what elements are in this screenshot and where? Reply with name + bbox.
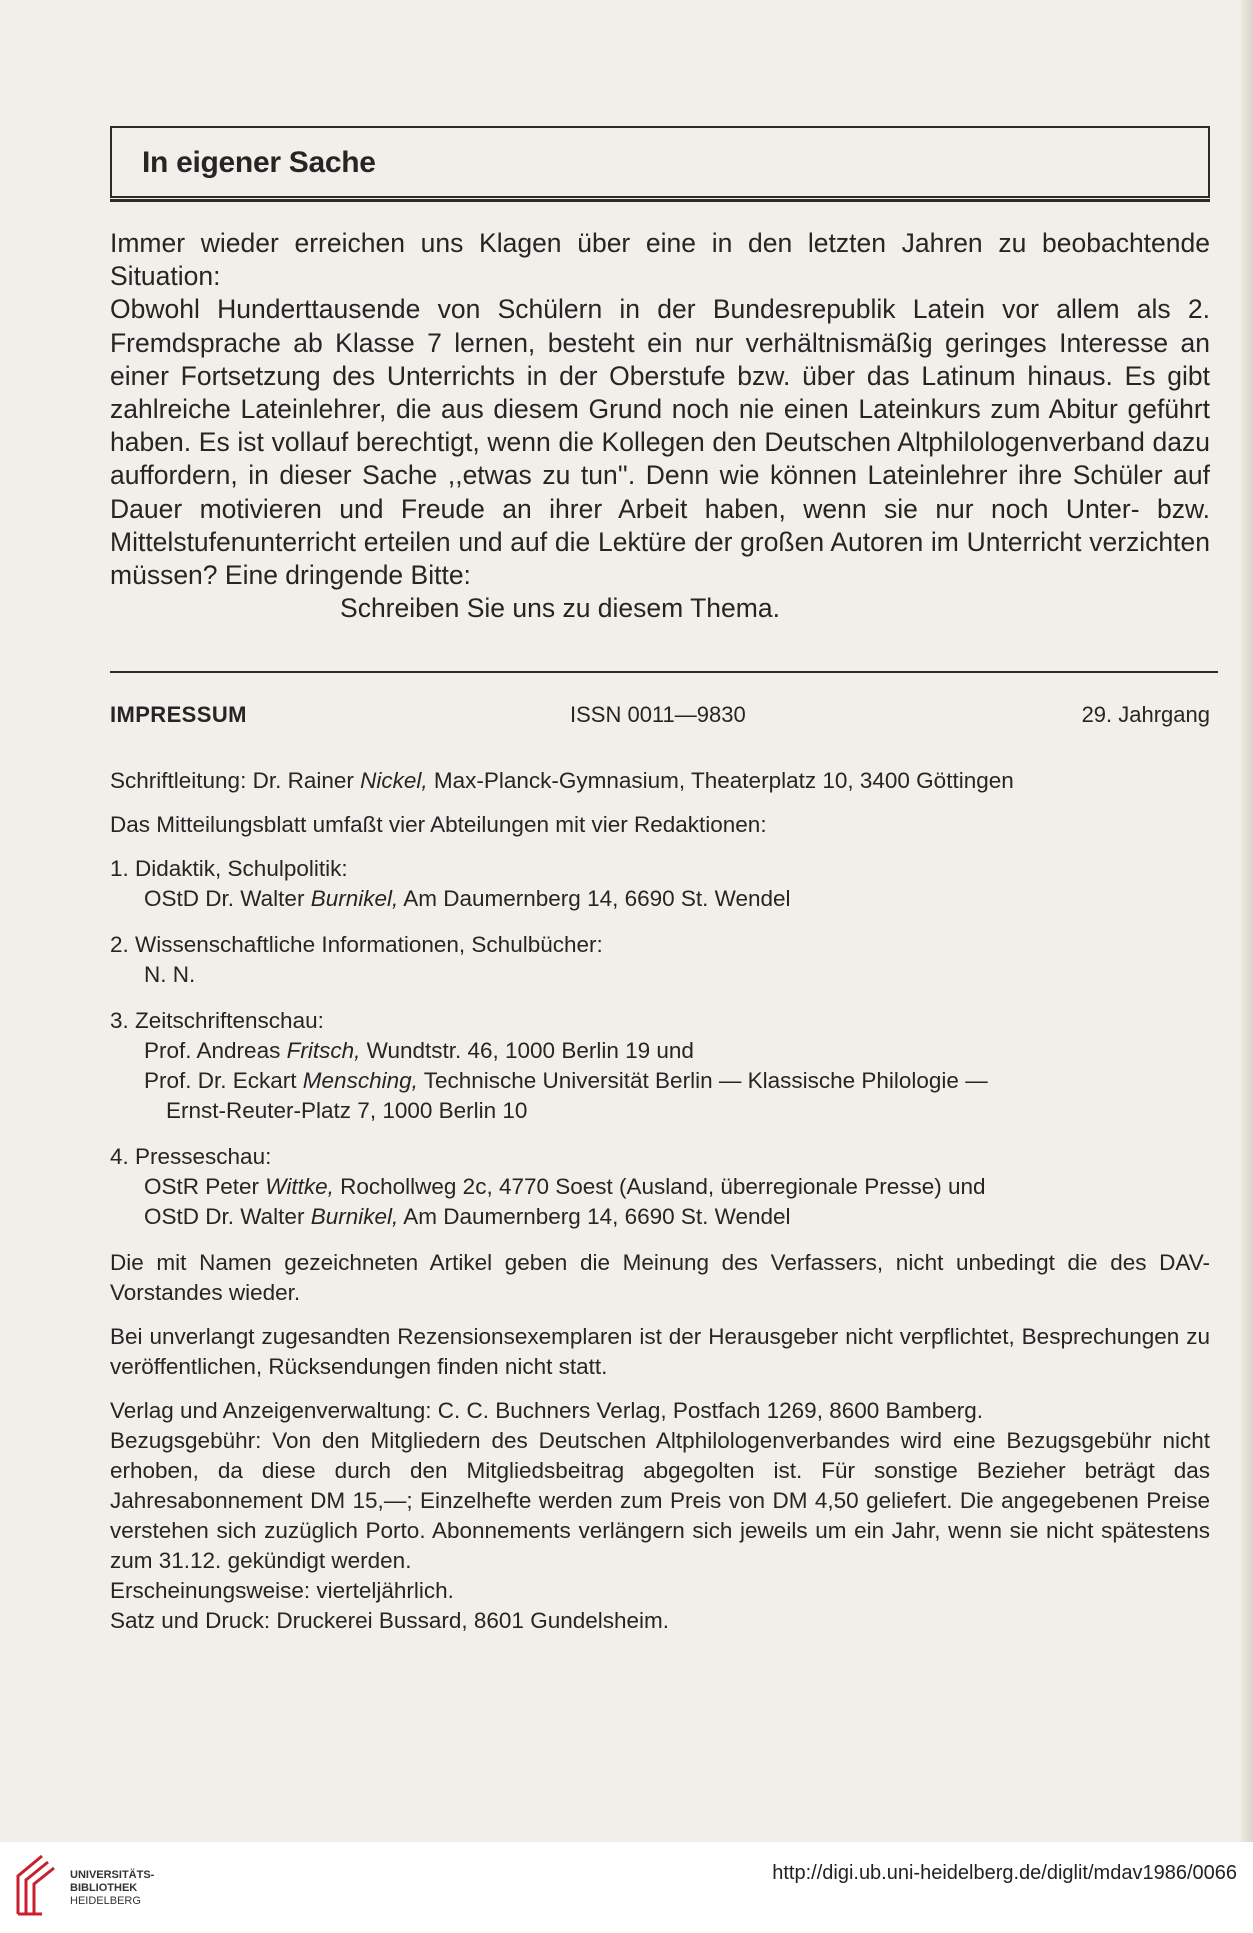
department-item xyxy=(110,854,1210,914)
editor-line xyxy=(110,960,1210,990)
source-url-link[interactable]: http://digi.ub.uni-heidelberg.de/diglit/mdav1986/0066 xyxy=(772,1862,1237,1884)
horizontal-divider xyxy=(110,671,1218,673)
logo-line-3: HEIDELBERG xyxy=(70,1895,141,1907)
publisher-info xyxy=(110,1396,1210,1636)
department-heading: 3. Zeitschriftenschau: xyxy=(110,1008,324,1033)
schriftleitung-address: Max-Planck-Gymnasium, Theaterplatz 10, 3400 Göttingen xyxy=(427,768,1014,793)
editor-line xyxy=(110,1172,1210,1202)
intro-closing-line: Schreiben Sie uns zu diesem Thema. xyxy=(340,593,780,624)
university-library-logo-icon xyxy=(12,1850,60,1920)
editor-name: Burnikel, xyxy=(310,1204,399,1229)
review-copies-note: Bei unverlangt zugesandten Rezensionsexemplaren ist der Herausgeber nicht verpflichtet, Besprechungen zu veröffentlichen, Rücksendungen finden nicht statt. xyxy=(110,1324,1210,1379)
department-heading: 1. Didaktik, Schulpolitik: xyxy=(110,856,348,881)
intro-text xyxy=(110,227,1210,625)
logo-line-1: UNIVERSITÄTS- xyxy=(70,1869,155,1881)
printer-line: Satz und Druck: Druckerei Bussard, 8601 Gundelsheim. xyxy=(110,1608,670,1633)
volume-label: 29. Jahrgang xyxy=(1081,702,1210,727)
impressum-header xyxy=(110,702,1210,734)
section-title-box xyxy=(110,126,1210,198)
schriftleitung-name: Nickel, xyxy=(360,768,428,793)
editor-line xyxy=(110,1036,1210,1066)
impressum-label: IMPRESSUM xyxy=(110,702,247,727)
editor-title: OStD Dr. Walter xyxy=(144,1204,311,1229)
editor-name: Burnikel, xyxy=(310,886,399,911)
editor-address-continuation: Ernst-Reuter-Platz 7, 1000 Berlin 10 xyxy=(166,1098,528,1123)
department-item xyxy=(110,1142,1210,1232)
editor-address: Wundtstr. 46, 1000 Berlin 19 und xyxy=(360,1038,694,1063)
publication-frequency: Erscheinungsweise: vierteljährlich. xyxy=(110,1578,454,1603)
editor-address: Rochollweg 2c, 4770 Soest (Ausland, überregionale Presse) und xyxy=(333,1174,986,1199)
editor-title: Prof. Andreas xyxy=(144,1038,287,1063)
editor-name: Fritsch, xyxy=(286,1038,361,1063)
publisher-line: Verlag und Anzeigenverwaltung: C. C. Buchners Verlag, Postfach 1269, 8600 Bamberg. xyxy=(110,1398,984,1423)
editor-line xyxy=(110,884,1210,914)
editor-address: Technische Universität Berlin — Klassische Philologie — xyxy=(417,1068,988,1093)
department-item xyxy=(110,930,1210,990)
logo-line-2: BIBLIOTHEK xyxy=(70,1882,138,1894)
editor-title: OStR Peter xyxy=(144,1174,266,1199)
schriftleitung-prefix: Schriftleitung: Dr. Rainer xyxy=(110,768,361,793)
editor-name: Wittke, xyxy=(265,1174,334,1199)
footer-bar xyxy=(0,1842,1253,1933)
section-title: In eigener Sache xyxy=(142,146,376,179)
editor-address: Am Daumernberg 14, 6690 St. Wendel xyxy=(398,1204,791,1229)
editor-line xyxy=(110,1066,1210,1096)
impressum-body xyxy=(110,766,1210,1636)
editor-name: Mensching, xyxy=(302,1068,418,1093)
schriftleitung xyxy=(110,766,1210,796)
issn-number: ISSN 0011—9830 xyxy=(570,702,746,727)
editor-address: Am Daumernberg 14, 6690 St. Wendel xyxy=(398,886,791,911)
editor-title: OStD Dr. Walter xyxy=(144,886,311,911)
subscription-fee: Bezugsgebühr: Von den Mitgliedern des Deutschen Altphilologenverbandes wird eine Bezugsgebühr nicht erhoben, da diese durch den Mitgliedsbeitrag abgegolten ist. Für sonstige Bezieher beträgt das Jahresabonnement DM 15,—; Einzelhefte werden zum Preis von DM 4,50 geliefert. Die angegebenen Preise verstehen sich zuzüglich Porto. Abonnements verlängern sich jeweils um ein Jahr, wenn sie nicht spätestens zum 31.12. gekündigt werden. xyxy=(110,1428,1210,1573)
page-edge-shadow xyxy=(1241,0,1253,1842)
department-item xyxy=(110,1006,1210,1126)
library-logo-text xyxy=(70,1869,154,1908)
editor-title: Prof. Dr. Eckart xyxy=(144,1068,303,1093)
department-heading: 4. Presseschau: xyxy=(110,1144,272,1169)
editor-line xyxy=(110,1202,1210,1232)
departments-intro: Das Mitteilungsblatt umfaßt vier Abteilungen mit vier Redaktionen: xyxy=(110,812,767,837)
intro-main-paragraph: Obwohl Hunderttausende von Schülern in der Bundesrepublik Latein vor allem als 2. Fremdsprache ab Klasse 7 lernen, besteht ein nur verhältnismäßig geringes Interesse an einer Fortsetzung des Unterrichts in der Oberstufe bzw. über das Latinum hinaus. Es gibt zahlreiche Lateinlehrer, die aus diesem Grund noch nie einen Lateinkurs zum Abitur geführt haben. Es ist vollauf berechtigt, wenn die Kollegen den Deutschen Altphilologenverband dazu auffordern, in dieser Sache ,,etwas zu tun''. Denn wie können Lateinlehrer ihre Schüler auf Dauer motivieren und Freude an ihrer Arbeit haben, wenn sie nur noch Unter- bzw. Mittelstufenunterricht erteilen und auf die Lektüre der großen Autoren im Unterricht verzichten müssen? Eine dringende Bitte: xyxy=(110,294,1210,591)
editor-title: N. N. xyxy=(144,962,196,987)
department-heading: 2. Wissenschaftliche Informationen, Schulbücher: xyxy=(110,932,603,957)
disclaimer: Die mit Namen gezeichneten Artikel geben die Meinung des Verfassers, nicht unbedingt die des DAV-Vorstandes wieder. xyxy=(110,1250,1210,1305)
intro-first-paragraph: Immer wieder erreichen uns Klagen über eine in den letzten Jahren zu beobachtende Situation: xyxy=(110,228,1210,292)
